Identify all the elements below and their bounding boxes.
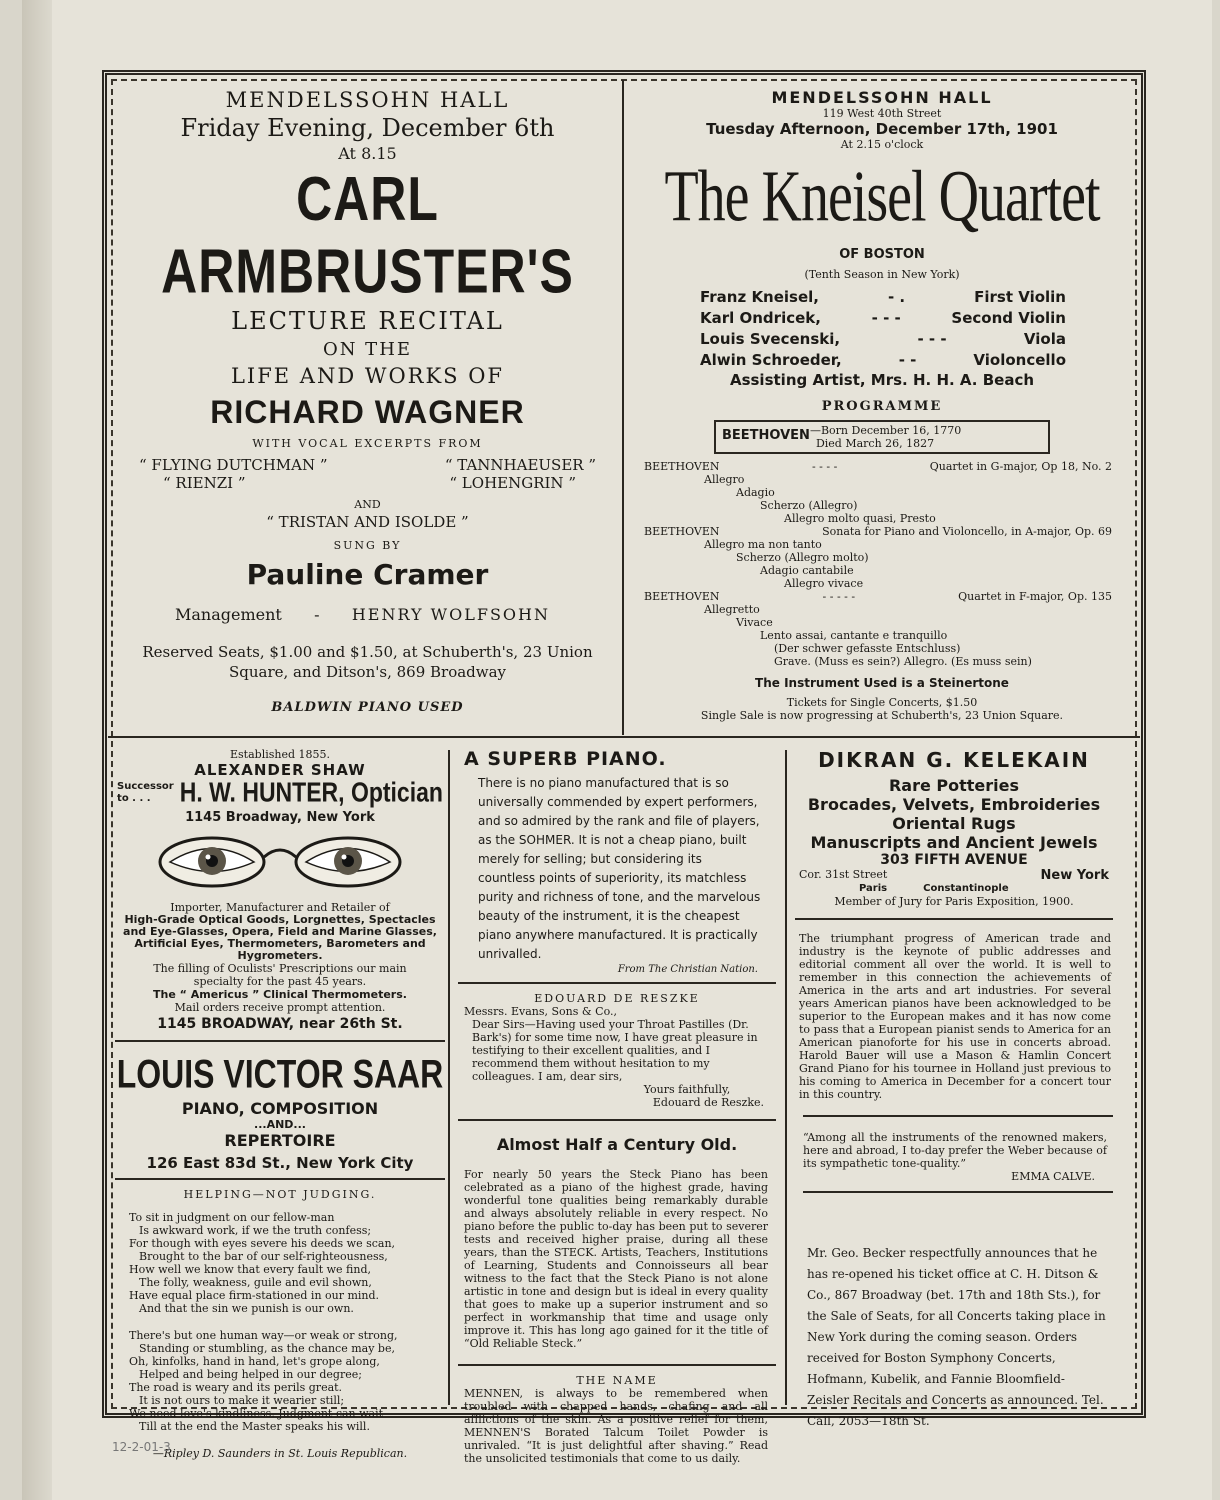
movement: Adagio (736, 486, 775, 499)
excerpts-intro: WITH VOCAL EXCERPTS FROM (252, 437, 483, 450)
movement: Vivace (736, 616, 773, 629)
members-list (700, 287, 1066, 371)
reszke-text: Dear Sirs—Having used your Throat Pastilles (Dr. Bark's) for some time now, I have great pleasure in testifying to their excellent qualities, and I recommend them without hesitation to my colleagues. I am, dear sirs, (472, 1018, 758, 1083)
poem-line: Have equal place firm-stationed in our mind. (129, 1289, 380, 1302)
binding-spine (22, 0, 52, 1500)
poem-line: For though with eyes severe his deeds we scan, (129, 1237, 396, 1250)
origin: OF BOSTON (839, 247, 925, 262)
kelekain-name: DIKRAN G. KELEKAIN (818, 748, 1090, 772)
movement: Allegro ma non tanto (704, 538, 822, 551)
opera-1: “ FLYING DUTCHMAN ” (139, 456, 328, 474)
poem-line: Helped and being helped in our degree; (139, 1368, 362, 1381)
reszke-close: Yours faithfully, (643, 1083, 731, 1096)
movement: Allegretto (704, 603, 760, 616)
reszke-to: Messrs. Evans, Sons & Co., (464, 1005, 617, 1018)
column-right (789, 748, 1119, 1428)
armbruster-ad (115, 86, 620, 731)
mail-orders: Mail orders receive prompt attention. (174, 1001, 386, 1014)
program-work: Quartet in G-major, Op 18, No. 2 (929, 460, 1112, 473)
tickets: Tickets for Single Concerts, $1.50 (786, 696, 978, 709)
poem-line: The road is weary and its perils great. (129, 1381, 343, 1394)
member-role: Viola (1023, 330, 1066, 348)
member-dashes: - - - (917, 330, 947, 348)
management-dash: - (314, 605, 320, 624)
mason-text: The triumphant progress of American trade and industry is the keynote of public addresses and editorial comment all over the world. It is well to remember in this connection the achievements of America in the arts and art industries. For several years American pianos have been acknowledged to be superior to the European makes and it has now come to pass that a European pianist sends to America for an American pianoforte for his use in concerts abroad. Harold Bauer will use a Mason & Hamlin Concert Grand Piano for his tournee in Holland just previous to his coming to America in December for a concert tour in this country. (799, 932, 1111, 1101)
poem-line: There's but one human way—or weak or strong, (129, 1329, 398, 1342)
successor: Successor (117, 780, 174, 792)
program-dashes: - - - - (811, 460, 838, 473)
instrument: The Instrument Used is a Steinertone (755, 676, 1009, 690)
movement: Lento assai, cantante e tranquillo (760, 629, 948, 642)
seats-info: Reserved Seats, $1.00 and $1.50, at Schuberth's, 23 Union Square, and Ditson's, 869 Broadway (142, 643, 593, 681)
poem-line: And that the sin we punish is our own. (139, 1302, 354, 1315)
bottom-divider-left (448, 750, 450, 1405)
ensemble: The Kneisel Quartet (664, 156, 1100, 238)
poem-line: Is awkward work, if we the truth confess; (139, 1224, 372, 1237)
event-line-3: LIFE AND WORKS OF (230, 364, 505, 388)
single-sale: Single Sale is now progressing at Schuberth's, 23 Union Square. (700, 709, 1064, 722)
composer-box (714, 420, 1050, 454)
movement: Scherzo (Allegro) (760, 499, 858, 512)
movement: Allegro vivace (784, 577, 864, 590)
spectacles-icon (150, 831, 410, 893)
composer-dates (810, 424, 961, 450)
kelekain-line-1: Rare Potteries (888, 776, 1020, 795)
bottom-divider-right (785, 750, 787, 1405)
member-role: Second Violin (951, 309, 1066, 327)
rule (115, 1178, 445, 1180)
address: 119 West 40th Street (822, 107, 942, 120)
subject: RICHARD WAGNER (210, 394, 525, 430)
importer: Importer, Manufacturer and Retailer of (170, 901, 390, 914)
poem-line: Oh, kinfolks, hand in hand, let's grope along, (129, 1355, 380, 1368)
member-dashes: - . (887, 288, 906, 306)
singer: Pauline Cramer (246, 558, 489, 591)
event-line-1: LECTURE RECITAL (231, 307, 504, 335)
sohmer-title: A SUPERB PIANO. (464, 748, 667, 770)
movement: Allegro (704, 473, 745, 486)
poem-line: Till at the end the Master speaks his will. (139, 1420, 370, 1433)
sohmer-text: There is no piano manufactured that is so universally commended by expert performers, and so admired by the rank and file of players, as the SOHMER. It is not a cheap piano, built merely for selling; but considering its countless points of superiority, its matchless purity and richness of tone, and the marvelous beauty of the instrument, it is the cheapest piano anywhere manufactured. It is practically unrivalled. (478, 776, 761, 961)
movement: Scherzo (Allegro molto) (736, 551, 869, 564)
member-name: Louis Svecenski, (700, 330, 841, 348)
saar-address: 126 East 83d St., New York City (146, 1154, 414, 1172)
composer-name: BEETHOVEN (722, 428, 810, 443)
time: At 2.15 o'clock (840, 138, 924, 151)
saar-name: LOUIS VICTOR SAAR (116, 1051, 444, 1097)
venue: MENDELSSOHN HALL (225, 88, 510, 112)
mid-divider (108, 736, 1140, 738)
successor-label (117, 781, 174, 805)
poem-line: How well we know that every fault we find, (129, 1263, 372, 1276)
opera-3: “ RIENZI ” (163, 474, 246, 492)
rule (458, 1364, 776, 1366)
program-composer: BEETHOVEN (644, 590, 720, 603)
born: —Born December 16, 1770 (809, 424, 962, 437)
kelekain-address: 303 FIFTH AVENUE (880, 852, 1028, 868)
poem-line: The folly, weakness, guile and evil shown, (139, 1276, 372, 1289)
poem-line: We need love's kindliness. Judgment can wait (129, 1407, 384, 1420)
steck-title: Almost Half a Century Old. (496, 1135, 738, 1154)
established: Established 1855. (230, 748, 330, 761)
programme-heading: PROGRAMME (821, 399, 943, 414)
rule (803, 1191, 1113, 1193)
movement: Grave. (Muss es sein?) Allegro. (Es muss sein) (774, 655, 1032, 668)
kneisel-ad (628, 88, 1136, 733)
kelekain-cor: Cor. 31st Street (799, 868, 888, 881)
opera-5: “ TRISTAN AND ISOLDE ” (266, 513, 469, 531)
season: (Tenth Season in New York) (804, 268, 960, 281)
reszke-title: EDOUARD DE RESZKE (534, 992, 700, 1005)
member-name: Alwin Schroeder, (700, 351, 842, 369)
poem-line: To sit in judgment on our fellow-man (129, 1211, 335, 1224)
assisting-artist: Assisting Artist, Mrs. H. H. A. Beach (729, 371, 1035, 389)
member-name: Franz Kneisel, (700, 288, 819, 306)
movement: (Der schwer gefasste Entschluss) (774, 642, 961, 655)
rule (458, 982, 776, 984)
program-composer: BEETHOVEN (644, 525, 720, 538)
sohmer-credit: From The Christian Nation. (617, 964, 758, 975)
to: to . . . (117, 792, 151, 804)
rule (803, 1115, 1113, 1117)
program-list (644, 460, 1112, 668)
member-role: Violoncello (973, 351, 1066, 369)
member-dashes: - - (898, 351, 917, 369)
saar-line-2: ...AND... (254, 1118, 306, 1131)
rule (115, 1040, 445, 1042)
reszke-sig: Edouard de Reszke. (652, 1096, 764, 1109)
kelekain-line-4: Manuscripts and Ancient Jewels (810, 833, 1098, 852)
sung-by: SUNG BY (333, 539, 402, 552)
member-role: First Violin (974, 288, 1066, 306)
program-item (644, 460, 1112, 525)
manager: HENRY WOLFSOHN (351, 605, 550, 624)
program-item (644, 590, 1112, 668)
program-work: Sonata for Piano and Violoncello, in A-major, Op. 69 (822, 525, 1112, 538)
piano-used: BALDWIN PIANO USED (271, 700, 464, 715)
saar-line-3: REPERTOIRE (224, 1131, 336, 1150)
opera-2: “ TANNHAEUSER ” (444, 456, 596, 474)
poem-line: Standing or stumbling, as the chance may be, (139, 1342, 395, 1355)
calve-sig: EMMA CALVE. (1011, 1170, 1095, 1183)
movement: Allegro molto quasi, Presto (784, 512, 936, 525)
member-row (700, 287, 1066, 308)
mennen-text: MENNEN, is always to be remembered when troubled with chapped hands, chafing and all afflictions of the skin. As a positive relief for them, MENNEN'S Borated Talcum Toilet Powder is unrivaled. “It is just delightful after shaving.” Read the unsolicited testimonials that come to us daily. (464, 1387, 768, 1465)
member-row (700, 308, 1066, 329)
prescriptions: The filling of Oculists' Prescriptions our main specialty for the past 45 years. (153, 962, 407, 988)
hunter-address: 1145 Broadway, New York (185, 810, 375, 825)
poem-line: Brought to the bar of our self-righteousness, (139, 1250, 388, 1263)
shaw-name: ALEXANDER SHAW (194, 761, 366, 779)
poem-credit: —Ripley D. Saunders in St. Louis Republican. (152, 1447, 408, 1460)
movement: Adagio cantabile (760, 564, 854, 577)
poem-line: It is not ours to make it wearier still; (139, 1394, 345, 1407)
top-divider (622, 80, 624, 735)
poem-stanza (129, 1329, 445, 1433)
becker-text: Mr. Geo. Becker respectfully announces that he has re-opened his ticket office at C. H. Ditson & Co., 867 Broadway (bet. 17th and 18th Sts.), for the Sale of Seats, for all Concerts taking place in New York during the coming season. Orders received for Boston Symphony Concerts, Hofmann, Kubelik, and Fannie Bloomfield-Zeisler Recitals and Concerts as announced. Tel. Call, 2053—18th St. (807, 1246, 1106, 1428)
steck-text: For nearly 50 years the Steck Piano has been celebrated as a piano of the highest grade, having wonderful tone qualities being remarkably durable and always absolutely reliable in every respect. No piano before the public to-day has been put to severer tests and received higher praise, during all these years, than the STECK. Artists, Teachers, Institutions of Learning, Students and Connoisseurs all bear witness to the fact that the Steck Piano is not alone artistic in tone and design but is ideal in every quality that goes to make up a superior instrument and so perfect in workmanship that time and usage only improve it. This has long ago gained for it the title of “Old Reliable Steck.” (464, 1168, 768, 1350)
hunter-name: H. W. HUNTER, Optician (179, 776, 443, 808)
kelekain-jury: Member of Jury for Paris Exposition, 1900. (834, 895, 1074, 908)
performer: CARL ARMBRUSTER'S (161, 163, 574, 307)
kelekain-ny: New York (1040, 868, 1109, 883)
program-dashes: - - - - - (822, 590, 856, 603)
column-middle (452, 748, 782, 1465)
mennen-title: THE NAME (576, 1374, 658, 1387)
died: Died March 26, 1827 (815, 437, 935, 450)
venue: MENDELSSOHN HALL (771, 88, 993, 107)
kelekain-line-2: Brocades, Velvets, Embroideries (807, 795, 1101, 814)
kelekain-line-3: Oriental Rugs (892, 814, 1016, 833)
and-label: AND (354, 498, 381, 511)
program-item (644, 525, 1112, 590)
time: At 8.15 (338, 144, 397, 163)
date: Friday Evening, December 6th (180, 114, 555, 142)
opera-4: “ LOHENGRIN ” (449, 474, 576, 492)
poem-stanza (129, 1211, 445, 1315)
member-dashes: - - - (871, 309, 901, 327)
poem-title: HELPING—NOT JUDGING. (183, 1188, 377, 1201)
pencil-note: 12-2-01-3 (112, 1440, 171, 1454)
event-line-2: ON THE (322, 339, 413, 360)
member-row (700, 350, 1066, 371)
poem (129, 1211, 445, 1433)
date: Tuesday Afternoon, December 17th, 1901 (706, 120, 1058, 138)
americus: The “ Americus ” Clinical Thermometers. (153, 988, 407, 1001)
member-row (700, 329, 1066, 350)
hunter-address-2: 1145 BROADWAY, near 26th St. (157, 1016, 403, 1032)
rule (795, 918, 1113, 920)
kelekain-const: Constantinople (923, 883, 1009, 894)
rule (458, 1119, 776, 1121)
member-name: Karl Ondricek, (700, 309, 821, 327)
calve-text: “Among all the instruments of the renowned makers, here and abroad, I to-day prefer the Weber because of its sympathetic tone-quality.” (803, 1131, 1107, 1170)
saar-line-1: PIANO, COMPOSITION (181, 1099, 379, 1118)
management-label: Management (175, 605, 282, 624)
optical-goods: High-Grade Optical Goods, Lorgnettes, Spectacles and Eye-Glasses, Opera, Field and Marine Glasses, Artificial Eyes, Thermometers, Barometers and Hygrometers. (123, 913, 437, 962)
kelekain-paris: Paris (859, 883, 888, 894)
program-work: Quartet in F-major, Op. 135 (958, 590, 1112, 603)
program-composer: BEETHOVEN (644, 460, 720, 473)
